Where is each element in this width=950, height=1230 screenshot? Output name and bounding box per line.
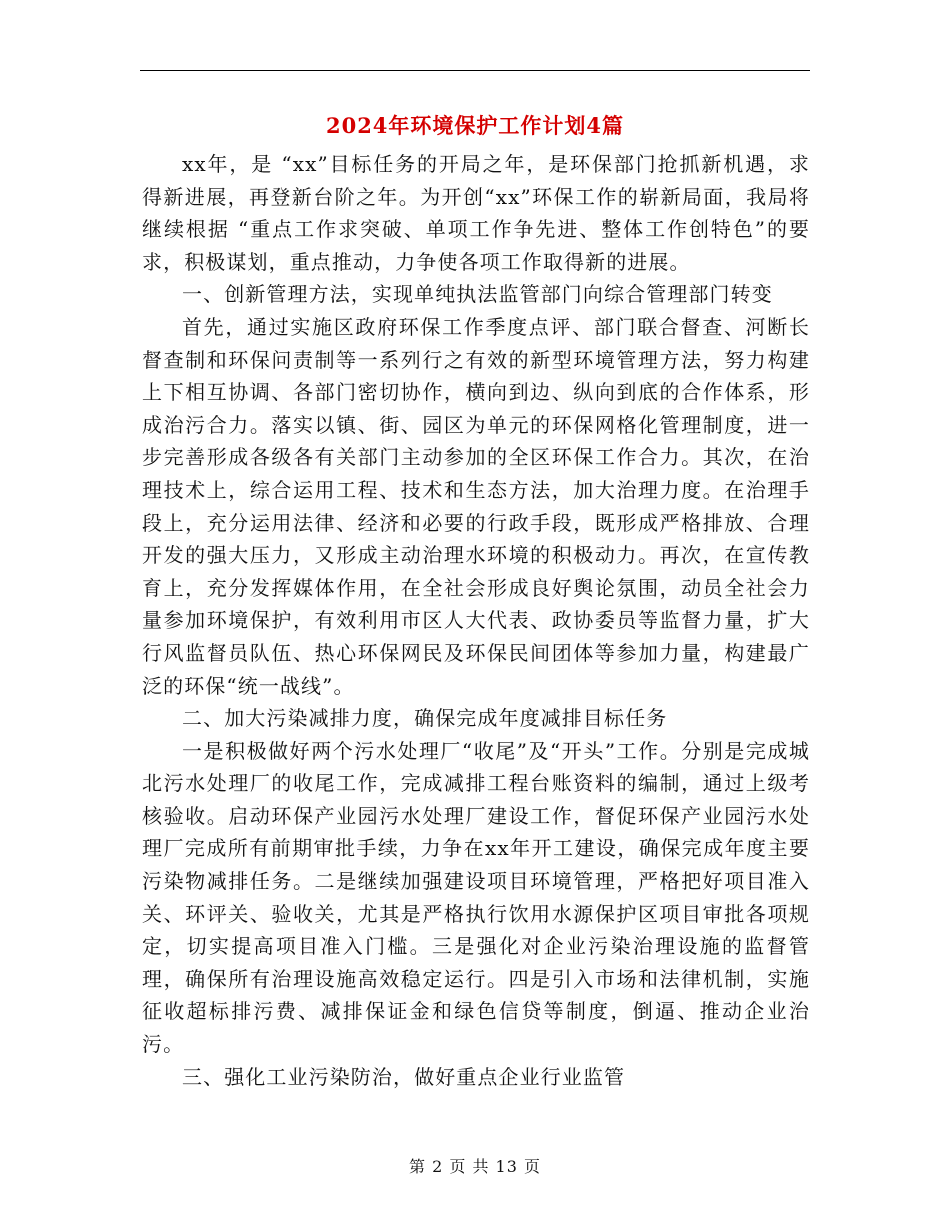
paragraph-section-2: 一是积极做好两个污水处理厂“收尾”及“开头”工作。分别是完成城北污水处理厂的收尾工作，完成减排工程台账资料的编制，通过上级考核验收。启动环保产业园污水处理厂建设工作，督促环保产业园污水处理厂完成所有前期审批手续，力争在xx年开工建设，确保完成年度主要污染物减排任务。二是继续加强建设项目环境管理，严格把好项目准入关、环评关、验收关，尤其是严格执行饮用水源保护区项目审批各项规定，切实提高项目准入门槛。三是强化对企业污染治理设施的监督管理，确保所有治理设施高效稳定运行。四是引入市场和法律机制，实施征收超标排污费、减排保证金和绿色信贷等制度，倒逼、推动企业治污。 [142, 738, 810, 1057]
section-heading-3: 三、强化工业污染防治，做好重点企业行业监管 [182, 1064, 626, 1089]
section-heading-2: 二、加大污染减排力度，确保完成年度减排目标任务 [182, 706, 668, 731]
paragraph-intro: xx年，是 “xx”目标任务的开局之年，是环保部门抢抓新机遇，求得新进展，再登新台阶之年。为开创“xx”环保工作的崭新局面，我局将继续根据 “重点工作求突破、单项工作争先进、整体工作创特色”的要求，积极谋划，重点推动，力争使各项工作取得新的进展。 [142, 152, 810, 274]
document-body [142, 148, 810, 1093]
document-title: 2024年环境保护工作计划4篇 [325, 113, 625, 138]
header-rule [140, 70, 810, 71]
page-footer: 第 2 页 共 13 页 [409, 1157, 541, 1176]
paragraph-section-1: 首先，通过实施区政府环保工作季度点评、部门联合督查、河断长督查制和环保问责制等一系列行之有效的新型环境管理方法，努力构建上下相互协调、各部门密切协作，横向到边、纵向到底的合作体系，形成治污合力。落实以镇、街、园区为单元的环保网格化管理制度，进一步完善形成各级各有关部门主动参加的全区环保工作合力。其次，在治理技术上，综合运用工程、技术和生态方法，加大治理力度。在治理手段上，充分运用法律、经济和必要的行政手段，既形成严格排放、合理开发的强大压力，又形成主动治理水环境的积极动力。再次，在宣传教育上，充分发挥媒体作用，在全社会形成良好舆论氛围，动员全社会力量参加环境保护，有效利用市区人大代表、政协委员等监督力量，扩大行风监督员队伍、热心环保网民及环保民间团体等参加力量，构建最广泛的环保“统一战线”。 [142, 314, 810, 698]
section-heading-1: 一、创新管理方法，实现单纯执法监管部门向综合管理部门转变 [182, 282, 773, 307]
